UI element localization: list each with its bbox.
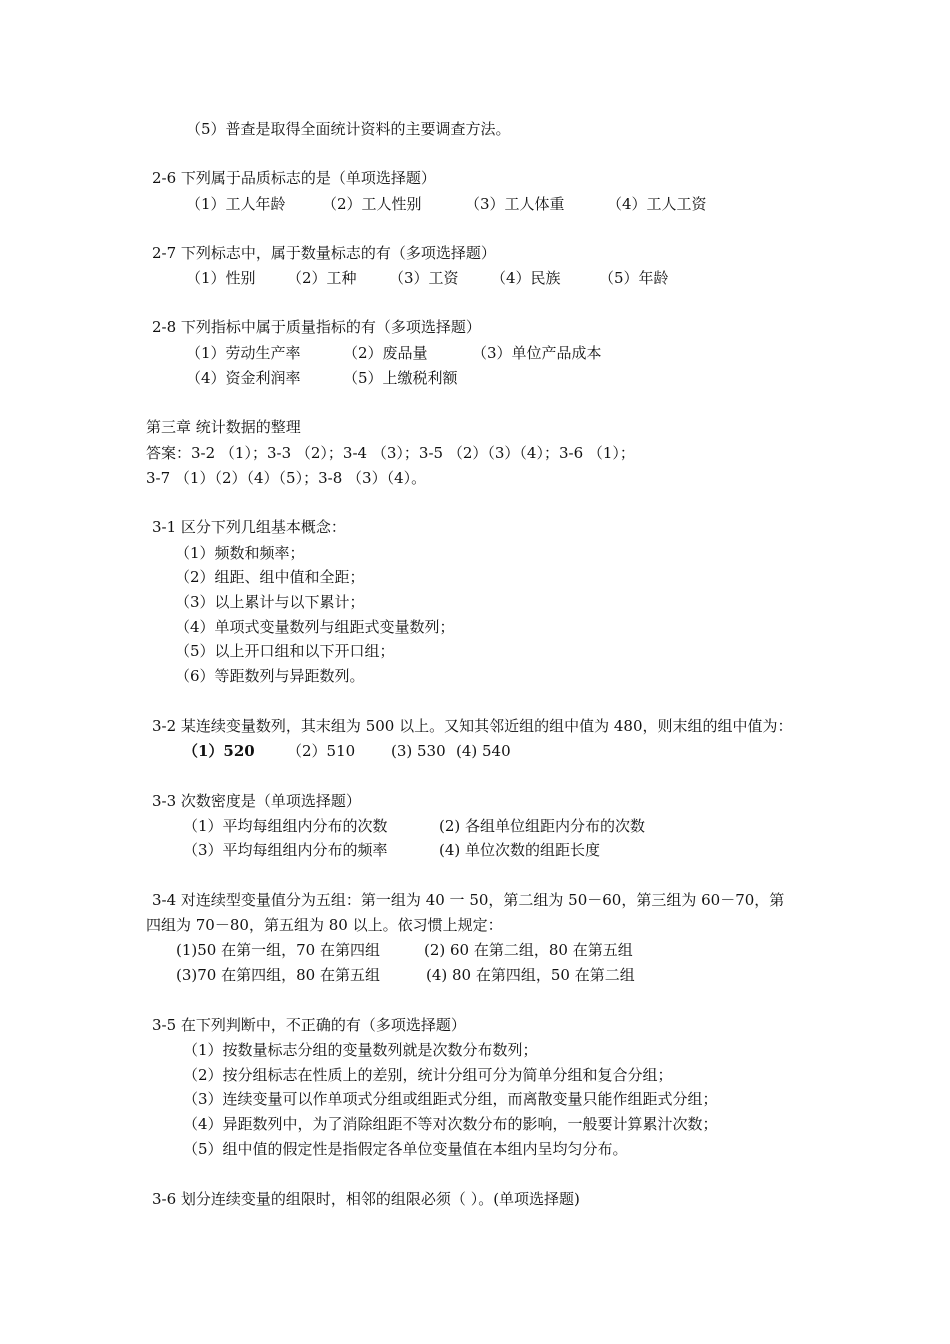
option: (1)50 在第一组，70 在第四组 [176, 941, 380, 959]
option: (4) 单位次数的组距长度 [439, 841, 601, 859]
list-item: （4）单项式变量数列与组距式变量数列； [175, 618, 455, 636]
question-3-4-title-line-2: 四组为 70－80，第五组为 80 以上。依习惯上规定： [146, 916, 503, 934]
option: (2) 各组单位组距内分布的次数 [439, 817, 646, 835]
question-3-6-title: 3-6 划分连续变量的组限时，相邻的组限必须（ ）。(单项选择题) [152, 1190, 580, 1208]
option: （5）年龄 [599, 269, 669, 287]
option: （2）废品量 [343, 344, 428, 362]
question-3-5-title: 3-5 在下列判断中，不正确的有（多项选择题） [152, 1016, 466, 1034]
answers-line-1: 答案：3-2 （1）；3-3 （2）；3-4 （3）；3-5 （2）（3）（4）；3-6 （1）； [146, 444, 635, 462]
option: (4) 540 [456, 742, 511, 760]
list-item: （5）组中值的假定性是指假定各单位变量值在本组内呈均匀分布。 [183, 1140, 628, 1158]
option: （1）性别 [186, 269, 256, 287]
option: (2) 60 在第二组，80 在第五组 [424, 941, 633, 959]
option: （3）工人体重 [465, 195, 565, 213]
question-3-2-title: 3-2 某连续变量数列，其末组为 500 以上。又知其邻近组的组中值为 480，则末组的组中值为： [152, 717, 793, 735]
option: （1）工人年龄 [186, 195, 286, 213]
option: （1）520 [183, 742, 255, 760]
question-2-8-options-row1 [186, 343, 602, 363]
question-2-6-options [186, 194, 707, 214]
question-3-2-options [183, 741, 511, 761]
list-item: （6）等距数列与异距数列。 [175, 667, 365, 685]
option: (4) 80 在第四组，50 在第二组 [426, 966, 635, 984]
chapter-title: 第三章 统计数据的整理 [146, 418, 301, 436]
option: （4）民族 [491, 269, 561, 287]
option: (3) 530 [391, 742, 446, 760]
question-3-4-options-row1 [176, 940, 633, 960]
list-item: （3）以上累计与以下累计； [175, 593, 365, 611]
question-3-3-title: 3-3 次数密度是（单项选择题） [152, 792, 361, 810]
list-item: （2）按分组标志在性质上的差别，统计分组可分为简单分组和复合分组； [183, 1066, 673, 1084]
option: （4）工人工资 [607, 195, 707, 213]
list-item: （1）按数量标志分组的变量数列就是次数分布数列； [183, 1041, 538, 1059]
list-item: （2）组距、组中值和全距； [175, 568, 365, 586]
question-2-8-options-row2 [186, 368, 458, 388]
list-item: （4）异距数列中，为了消除组距不等对次数分布的影响，一般要计算累汁次数； [183, 1115, 718, 1133]
option: (3)70 在第四组，80 在第五组 [176, 966, 380, 984]
option: （2）工种 [287, 269, 357, 287]
option: （2）510 [287, 742, 356, 760]
option: （3）单位产品成本 [472, 344, 602, 362]
question-2-6-title: 2-6 下列属于品质标志的是（单项选择题） [152, 169, 436, 187]
question-3-4-options-row2 [176, 965, 635, 985]
option: （1）劳动生产率 [186, 344, 301, 362]
answers-line-2: 3-7 （1）（2）（4）（5）；3-8 （3）（4）。 [146, 469, 427, 487]
option: （4）资金利润率 [186, 369, 301, 387]
question-2-7-options [186, 268, 669, 288]
question-3-3-options-row1 [183, 816, 645, 836]
question-3-4-title-line-1: 3-4 对连续型变量值分为五组：第一组为 40 一 50，第二组为 50－60，第三组为 60－70，第 [152, 891, 785, 909]
option: （5）上缴税利额 [343, 369, 458, 387]
option: （3）工资 [389, 269, 459, 287]
list-item: （3）连续变量可以作单项式分组或组距式分组，而离散变量只能作组距式分组； [183, 1090, 718, 1108]
option: （1）平均每组组内分布的次数 [183, 817, 388, 835]
option-text: （5）普查是取得全面统计资料的主要调查方法。 [186, 120, 511, 138]
option: （2）工人性别 [322, 195, 422, 213]
list-item: （1）频数和频率； [175, 544, 305, 562]
option: （3）平均每组组内分布的频率 [183, 841, 388, 859]
question-3-3-options-row2 [183, 840, 600, 860]
question-2-7-title: 2-7 下列标志中，属于数量标志的有（多项选择题） [152, 244, 496, 262]
question-2-8-title: 2-8 下列指标中属于质量指标的有（多项选择题） [152, 318, 481, 336]
question-3-1-title: 3-1 区分下列几组基本概念： [152, 518, 346, 536]
list-item: （5）以上开口组和以下开口组； [175, 642, 395, 660]
